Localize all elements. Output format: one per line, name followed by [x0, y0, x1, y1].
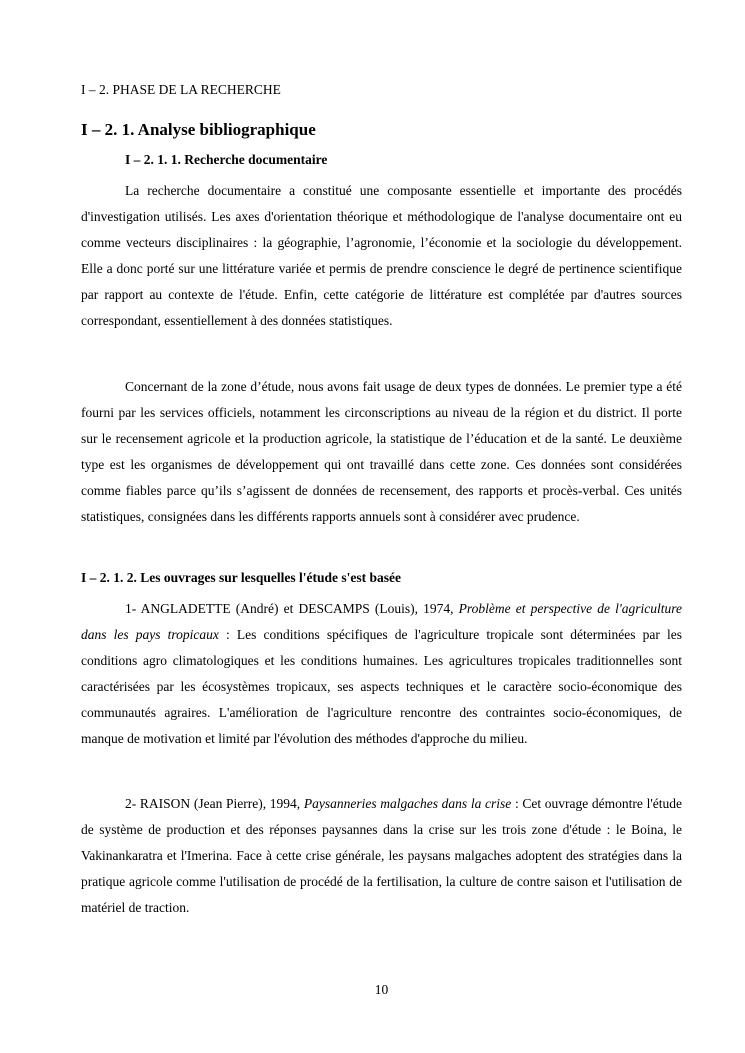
reference-2-author: 2- RAISON (Jean Pierre), 1994,	[125, 796, 304, 811]
reference-2-title: Paysanneries malgaches dans la crise	[303, 796, 512, 811]
section-label: I – 2. PHASE DE LA RECHERCHE	[81, 82, 281, 97]
reference-2-text: : Cet ouvrage démontre l'étude de système de production et des réponses paysannes dans la crise sur les trois zone d'étude : le Boina, le Vakinankaratra et l'Imerina. Face à cette crise générale, les paysans malgaches adoptent des stratégies dans la pratique agricole comme l'utilisation de procédé de la fertilisation, la culture de contre saison et l'utilisation de matériel de traction.	[81, 796, 683, 915]
paragraph-recherche: La recherche documentaire a constitué une composante essentielle et importante des procédés d'investigation utilisés. Les axes d'orientation théorique et méthodologique de l'analyse documentaire ont eu comme vecteurs disciplinaires : la géographie, l’agronomie, l’économie et la sociologie du développement. Elle a donc porté sur une littérature variée et permis de prendre conscience le degré de pertinence scientifique par rapport au contexte de l'étude. Enfin, cette catégorie de littérature est complétée par d'autres sources correspondant, essentiellement à des données statistiques.	[81, 183, 682, 328]
heading-analyse-bibliographique: I – 2. 1. Analyse bibliographique	[81, 120, 316, 139]
reference-1-text: : Les conditions spécifiques de l'agriculture tropicale sont déterminées par les conditions agro climatologiques et les conditions humaines. Les agricultures tropicales traditionnelles sont caractérisées par les écosystèmes tropicaux, ses aspects techniques et le caractère socio-économique des communautés agraires. L'amélioration de l'agriculture rencontre des contraintes socio-économiques, de manque de motivation et limité par l'évolution des méthodes d'approche du milieu.	[81, 627, 683, 746]
reference-2	[81, 791, 682, 921]
paragraph-zone-etude: Concernant de la zone d’étude, nous avons fait usage de deux types de données. Le premier type a été fourni par les services officiels, notamment les circonscriptions au niveau de la région et du district. Il porte sur le recensement agricole et la production agricole, la statistique de l’éducation et de la santé. Le deuxième type est les organismes de développement qui ont travaillé dans cette zone. Ces données sont considérées comme fiables parce qu’ils s’agissent de données de recensement, des rapports et procès-verbal. Ces unités statistiques, consignées dans les différents rapports annuels sont à considérer avec prudence.	[81, 379, 682, 524]
page-number: 10	[374, 982, 389, 997]
reference-1-author: 1- ANGLADETTE (André) et DESCAMPS (Louis), 1974,	[125, 601, 459, 616]
heading-ouvrages: I – 2. 1. 2. Les ouvrages sur lesquelles l'étude s'est basée	[81, 570, 401, 585]
reference-1	[81, 596, 682, 752]
heading-recherche-documentaire: I – 2. 1. 1. Recherche documentaire	[125, 152, 328, 167]
reference-1-title: Problème et perspective de l'agriculture dans les pays tropicaux	[81, 601, 683, 642]
